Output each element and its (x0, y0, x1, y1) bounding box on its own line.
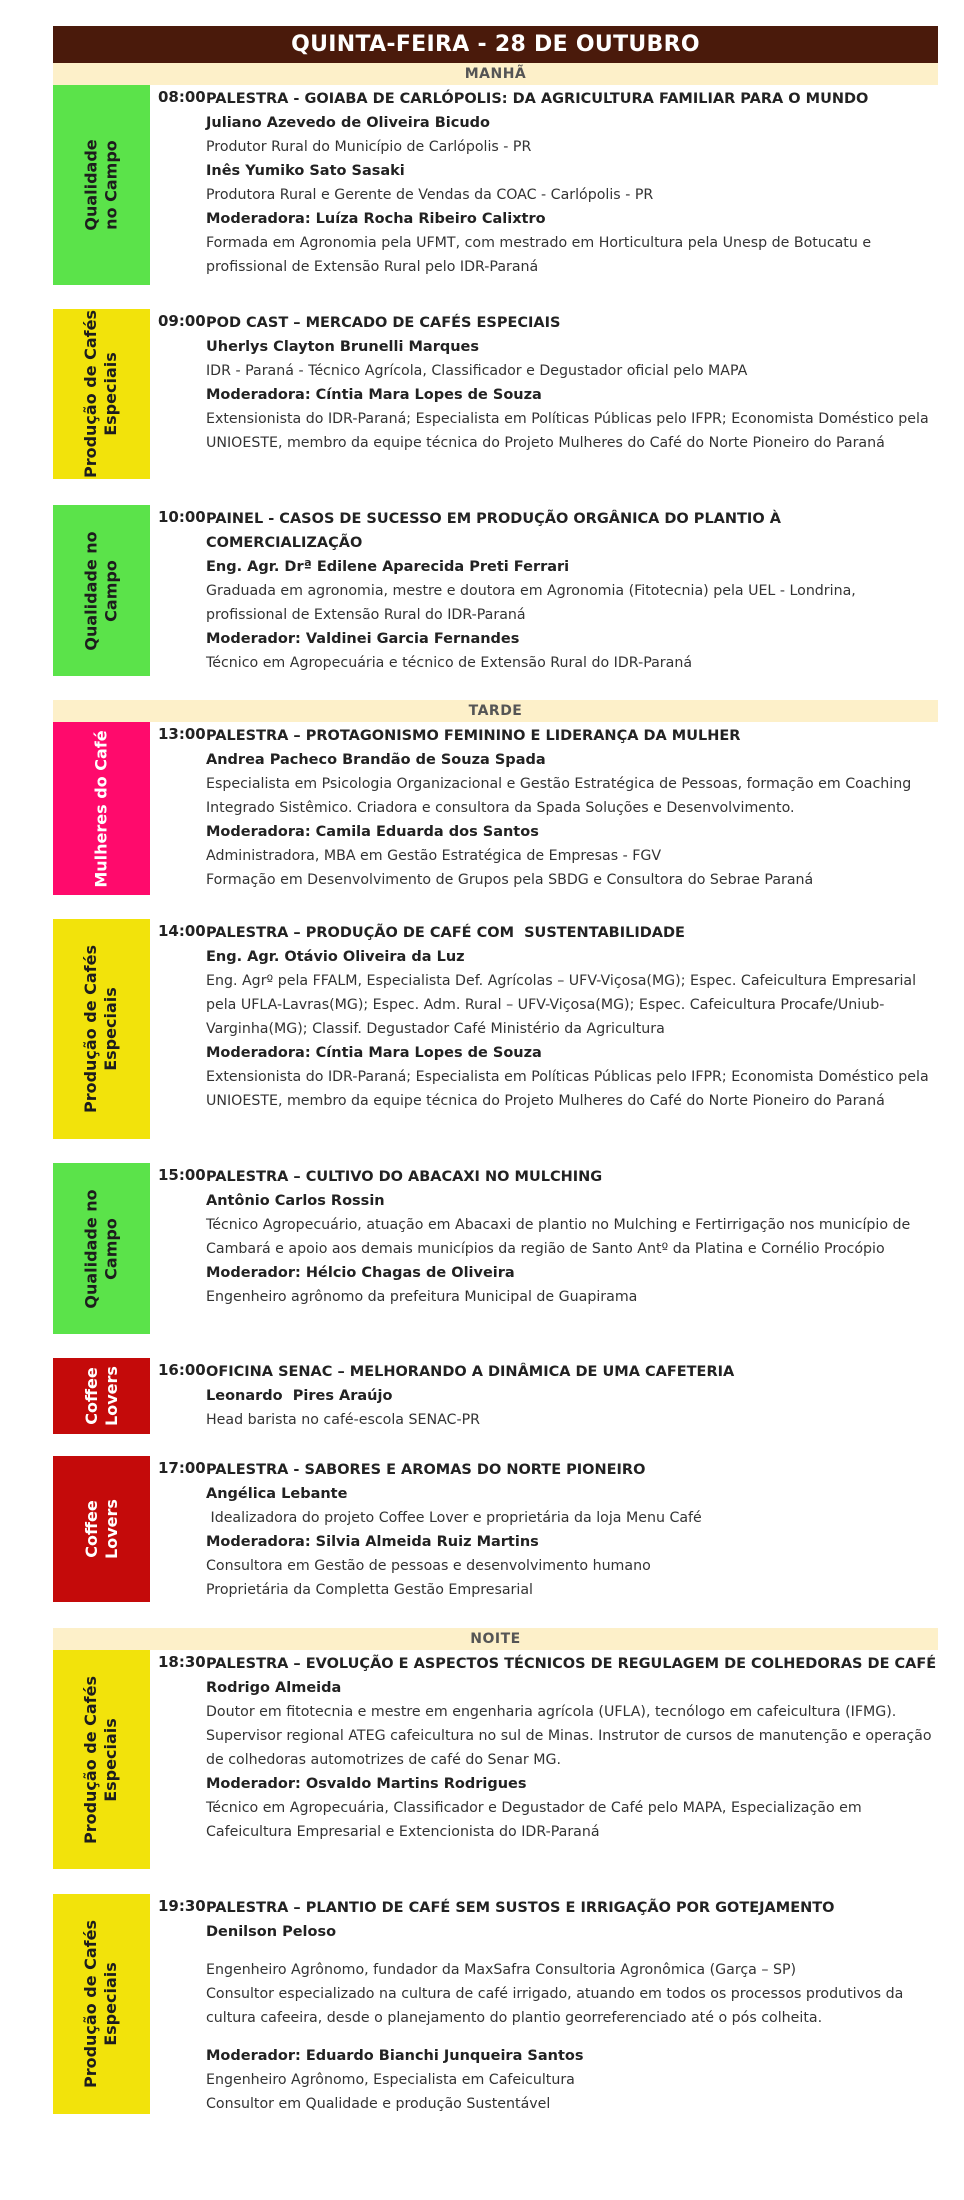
session-title: PALESTRA - SABORES E AROMAS DO NORTE PIONEIRO (206, 1462, 646, 1478)
moderator-desc: Administradora, MBA em Gestão Estratégica de Empresas - FGV Formação em Desenvolvimento de Grupos pela SBDG e Consultora do Sebrae Paraná (206, 848, 814, 888)
track-label-mulheres: Mulheres do Café (53, 722, 150, 895)
session-title: OFICINA SENAC – MELHORANDO A DINÂMICA DE UMA CAFETERIA (206, 1364, 735, 1380)
session-title: PALESTRA – PLANTIO DE CAFÉ SEM SUSTOS E IRRIGAÇÃO POR GOTEJAMENTO (206, 1900, 835, 1916)
speaker-desc: Produtora Rural e Gerente de Vendas da COAC - Carlópolis - PR (206, 187, 654, 203)
moderator-name: Moderador: Valdinei Garcia Fernandes (206, 631, 520, 647)
speaker-name: Rodrigo Almeida (206, 1680, 342, 1696)
session-title: PALESTRA – PROTAGONISMO FEMININO E LIDERANÇA DA MULHER (206, 728, 741, 744)
speaker-desc: Especialista em Psicologia Organizacional e Gestão Estratégica de Pessoas, formação em Coaching Integrado Sistêmico. Criadora e consultora da Spada Soluções e Desenvolvimento. (206, 776, 912, 816)
track-label-qualidade: Qualidade no Campo (53, 505, 150, 676)
period-afternoon: TARDE (53, 700, 938, 722)
session-0800 (53, 85, 938, 285)
session-title: PAINEL - CASOS DE SUCESSO EM PRODUÇÃO ORGÂNICA DO PLANTIO À COMERCIALIZAÇÃO (206, 511, 781, 551)
moderator-name: Moderador: Osvaldo Martins Rodrigues (206, 1776, 527, 1792)
speaker-name: Antônio Carlos Rossin (206, 1193, 385, 1209)
period-morning: MANHÃ (53, 63, 938, 85)
session-1300 (53, 722, 938, 895)
track-label-qualidade: Qualidade no Campo (53, 1163, 150, 1334)
speaker-name: Inês Yumiko Sato Sasaki (206, 163, 405, 179)
session-1700 (53, 1456, 938, 1602)
track-label-coffee-lovers: Coffee Lovers (53, 1358, 150, 1434)
session-time: 14:00 (158, 922, 206, 940)
session-time: 15:00 (158, 1166, 206, 1184)
speaker-desc: Técnico Agropecuário, atuação em Abacaxi de plantio no Mulching e Fertirrigação nos município de Cambará e apoio aos demais municípios da região de Santo Antº da Platina e Cornélio Procópio (206, 1217, 911, 1257)
track-label-producao: Produção de Cafés Especiais (53, 1894, 150, 2114)
moderator-name: Moderadora: Camila Eduarda dos Santos (206, 824, 539, 840)
moderator-desc: Formada em Agronomia pela UFMT, com mestrado em Horticultura pela Unesp de Botucatu e profissional de Extensão Rural pelo IDR-Paraná (206, 235, 872, 275)
speaker-name: Denilson Peloso (206, 1924, 337, 1940)
session-time: 08:00 (158, 88, 206, 106)
speaker-name: Juliano Azevedo de Oliveira Bicudo (206, 115, 490, 131)
speaker-name: Uherlys Clayton Brunelli Marques (206, 339, 480, 355)
schedule-page (53, 26, 938, 2114)
moderator-name: Moderador: Eduardo Bianchi Junqueira Santos (206, 2048, 584, 2064)
session-time: 09:00 (158, 312, 206, 330)
moderator-desc: Técnico em Agropecuária, Classificador e Degustador de Café pelo MAPA, Especialização em Cafeicultura Empresarial e Extencionista do IDR-Paraná (206, 1800, 862, 1840)
speaker-name: Eng. Agr. Drª Edilene Aparecida Preti Ferrari (206, 559, 570, 575)
session-title: PALESTRA – PRODUÇÃO DE CAFÉ COM SUSTENTABILIDADE (206, 925, 685, 941)
moderator-desc: Técnico em Agropecuária e técnico de Extensão Rural do IDR-Paraná (206, 655, 693, 671)
session-1830 (53, 1650, 938, 1869)
speaker-desc: Idealizadora do projeto Coffee Lover e proprietária da loja Menu Café (206, 1510, 702, 1526)
moderator-desc: Engenheiro agrônomo da prefeitura Municipal de Guapirama (206, 1289, 638, 1305)
session-title: PALESTRA - GOIABA DE CARLÓPOLIS: DA AGRICULTURA FAMILIAR PARA O MUNDO (206, 91, 869, 107)
speaker-desc: IDR - Paraná - Técnico Agrícola, Classificador e Degustador oficial pelo MAPA (206, 363, 748, 379)
moderator-name: Moderadora: Cíntia Mara Lopes de Souza (206, 1045, 542, 1061)
session-time: 16:00 (158, 1361, 206, 1379)
speaker-desc: Graduada em agronomia, mestre e doutora em Agronomia (Fitotecnia) pela UEL - Londrina, profissional de Extensão Rural do IDR-Paraná (206, 583, 856, 623)
session-1600 (53, 1358, 938, 1434)
day-header: QUINTA-FEIRA - 28 DE OUTUBRO (53, 26, 938, 63)
track-label-qualidade: Qualidade no Campo (53, 85, 150, 285)
session-time: 18:30 (158, 1653, 206, 1671)
speaker-name: Angélica Lebante (206, 1486, 348, 1502)
speaker-desc: Produtor Rural do Município de Carlópolis - PR (206, 139, 532, 155)
speaker-desc: Head barista no café-escola SENAC-PR (206, 1412, 480, 1428)
speaker-desc: Eng. Agrº pela FFALM, Especialista Def. Agrícolas – UFV-Viçosa(MG); Espec. Cafeicultura Empresarial pela UFLA-Lavras(MG); Espec. Adm. Rural – UFV-Viçosa(MG); Espec. Cafeicultura Procafe/Uniub-Varginha(MG); Classif. Degustador Café Ministério da Agricultura (206, 973, 917, 1037)
moderator-name: Moderadora: Cíntia Mara Lopes de Souza (206, 387, 542, 403)
moderator-name: Moderadora: Luíza Rocha Ribeiro Calixtro (206, 211, 546, 227)
session-time: 10:00 (158, 508, 206, 526)
speaker-name: Eng. Agr. Otávio Oliveira da Luz (206, 949, 465, 965)
track-label-producao: Produção de Cafés Especiais (53, 1650, 150, 1869)
session-0900 (53, 309, 938, 479)
speaker-name: Leonardo Pires Araújo (206, 1388, 393, 1404)
moderator-name: Moderadora: Silvia Almeida Ruiz Martins (206, 1534, 539, 1550)
session-1400 (53, 919, 938, 1139)
session-title: POD CAST – MERCADO DE CAFÉS ESPECIAIS (206, 315, 561, 331)
track-label-coffee-lovers: Coffee Lovers (53, 1456, 150, 1602)
moderator-desc: Extensionista do IDR-Paraná; Especialista em Políticas Públicas pelo IFPR; Economista Doméstico pela UNIOESTE, membro da equipe técnica do Projeto Mulheres do Café do Norte Pioneiro do Paraná (206, 1069, 929, 1109)
speaker-desc: Engenheiro Agrônomo, fundador da MaxSafra Consultoria Agronômica (Garça – SP) Consultor especializado na cultura de café irrigado, atuando em todos os processos produtivos da cultura cafeeira, desde o planejamento do plantio georreferenciado até o pós colheita. (206, 1962, 904, 2026)
speaker-desc: Doutor em fitotecnia e mestre em engenharia agrícola (UFLA), tecnólogo em cafeicultura (IFMG). Supervisor regional ATEG cafeicultura no sul de Minas. Instrutor de cursos de manutenção e operação de colhedoras automotrizes de café do Senar MG. (206, 1704, 932, 1768)
session-title: PALESTRA – CULTIVO DO ABACAXI NO MULCHING (206, 1169, 603, 1185)
track-label-producao: Produção de Cafés Especiais (53, 309, 150, 479)
session-1000 (53, 505, 938, 676)
session-1930 (53, 1894, 938, 2114)
track-label-producao: Produção de Cafés Especiais (53, 919, 150, 1139)
session-title: PALESTRA – EVOLUÇÃO E ASPECTOS TÉCNICOS DE REGULAGEM DE COLHEDORAS DE CAFÉ (206, 1656, 937, 1672)
moderator-desc: Engenheiro Agrônomo, Especialista em Cafeicultura Consultor em Qualidade e produção Sustentável (206, 2072, 575, 2112)
moderator-desc: Extensionista do IDR-Paraná; Especialista em Políticas Públicas pelo IFPR; Economista Doméstico pela UNIOESTE, membro da equipe técnica do Projeto Mulheres do Café do Norte Pioneiro do Paraná (206, 411, 929, 451)
period-night: NOITE (53, 1628, 938, 1650)
session-1500 (53, 1163, 938, 1334)
speaker-name: Andrea Pacheco Brandão de Souza Spada (206, 752, 546, 768)
session-time: 19:30 (158, 1897, 206, 1915)
moderator-name: Moderador: Hélcio Chagas de Oliveira (206, 1265, 515, 1281)
session-time: 17:00 (158, 1459, 206, 1477)
moderator-desc: Consultora em Gestão de pessoas e desenvolvimento humano Proprietária da Completta Gestão Empresarial (206, 1558, 651, 1598)
session-time: 13:00 (158, 725, 206, 743)
